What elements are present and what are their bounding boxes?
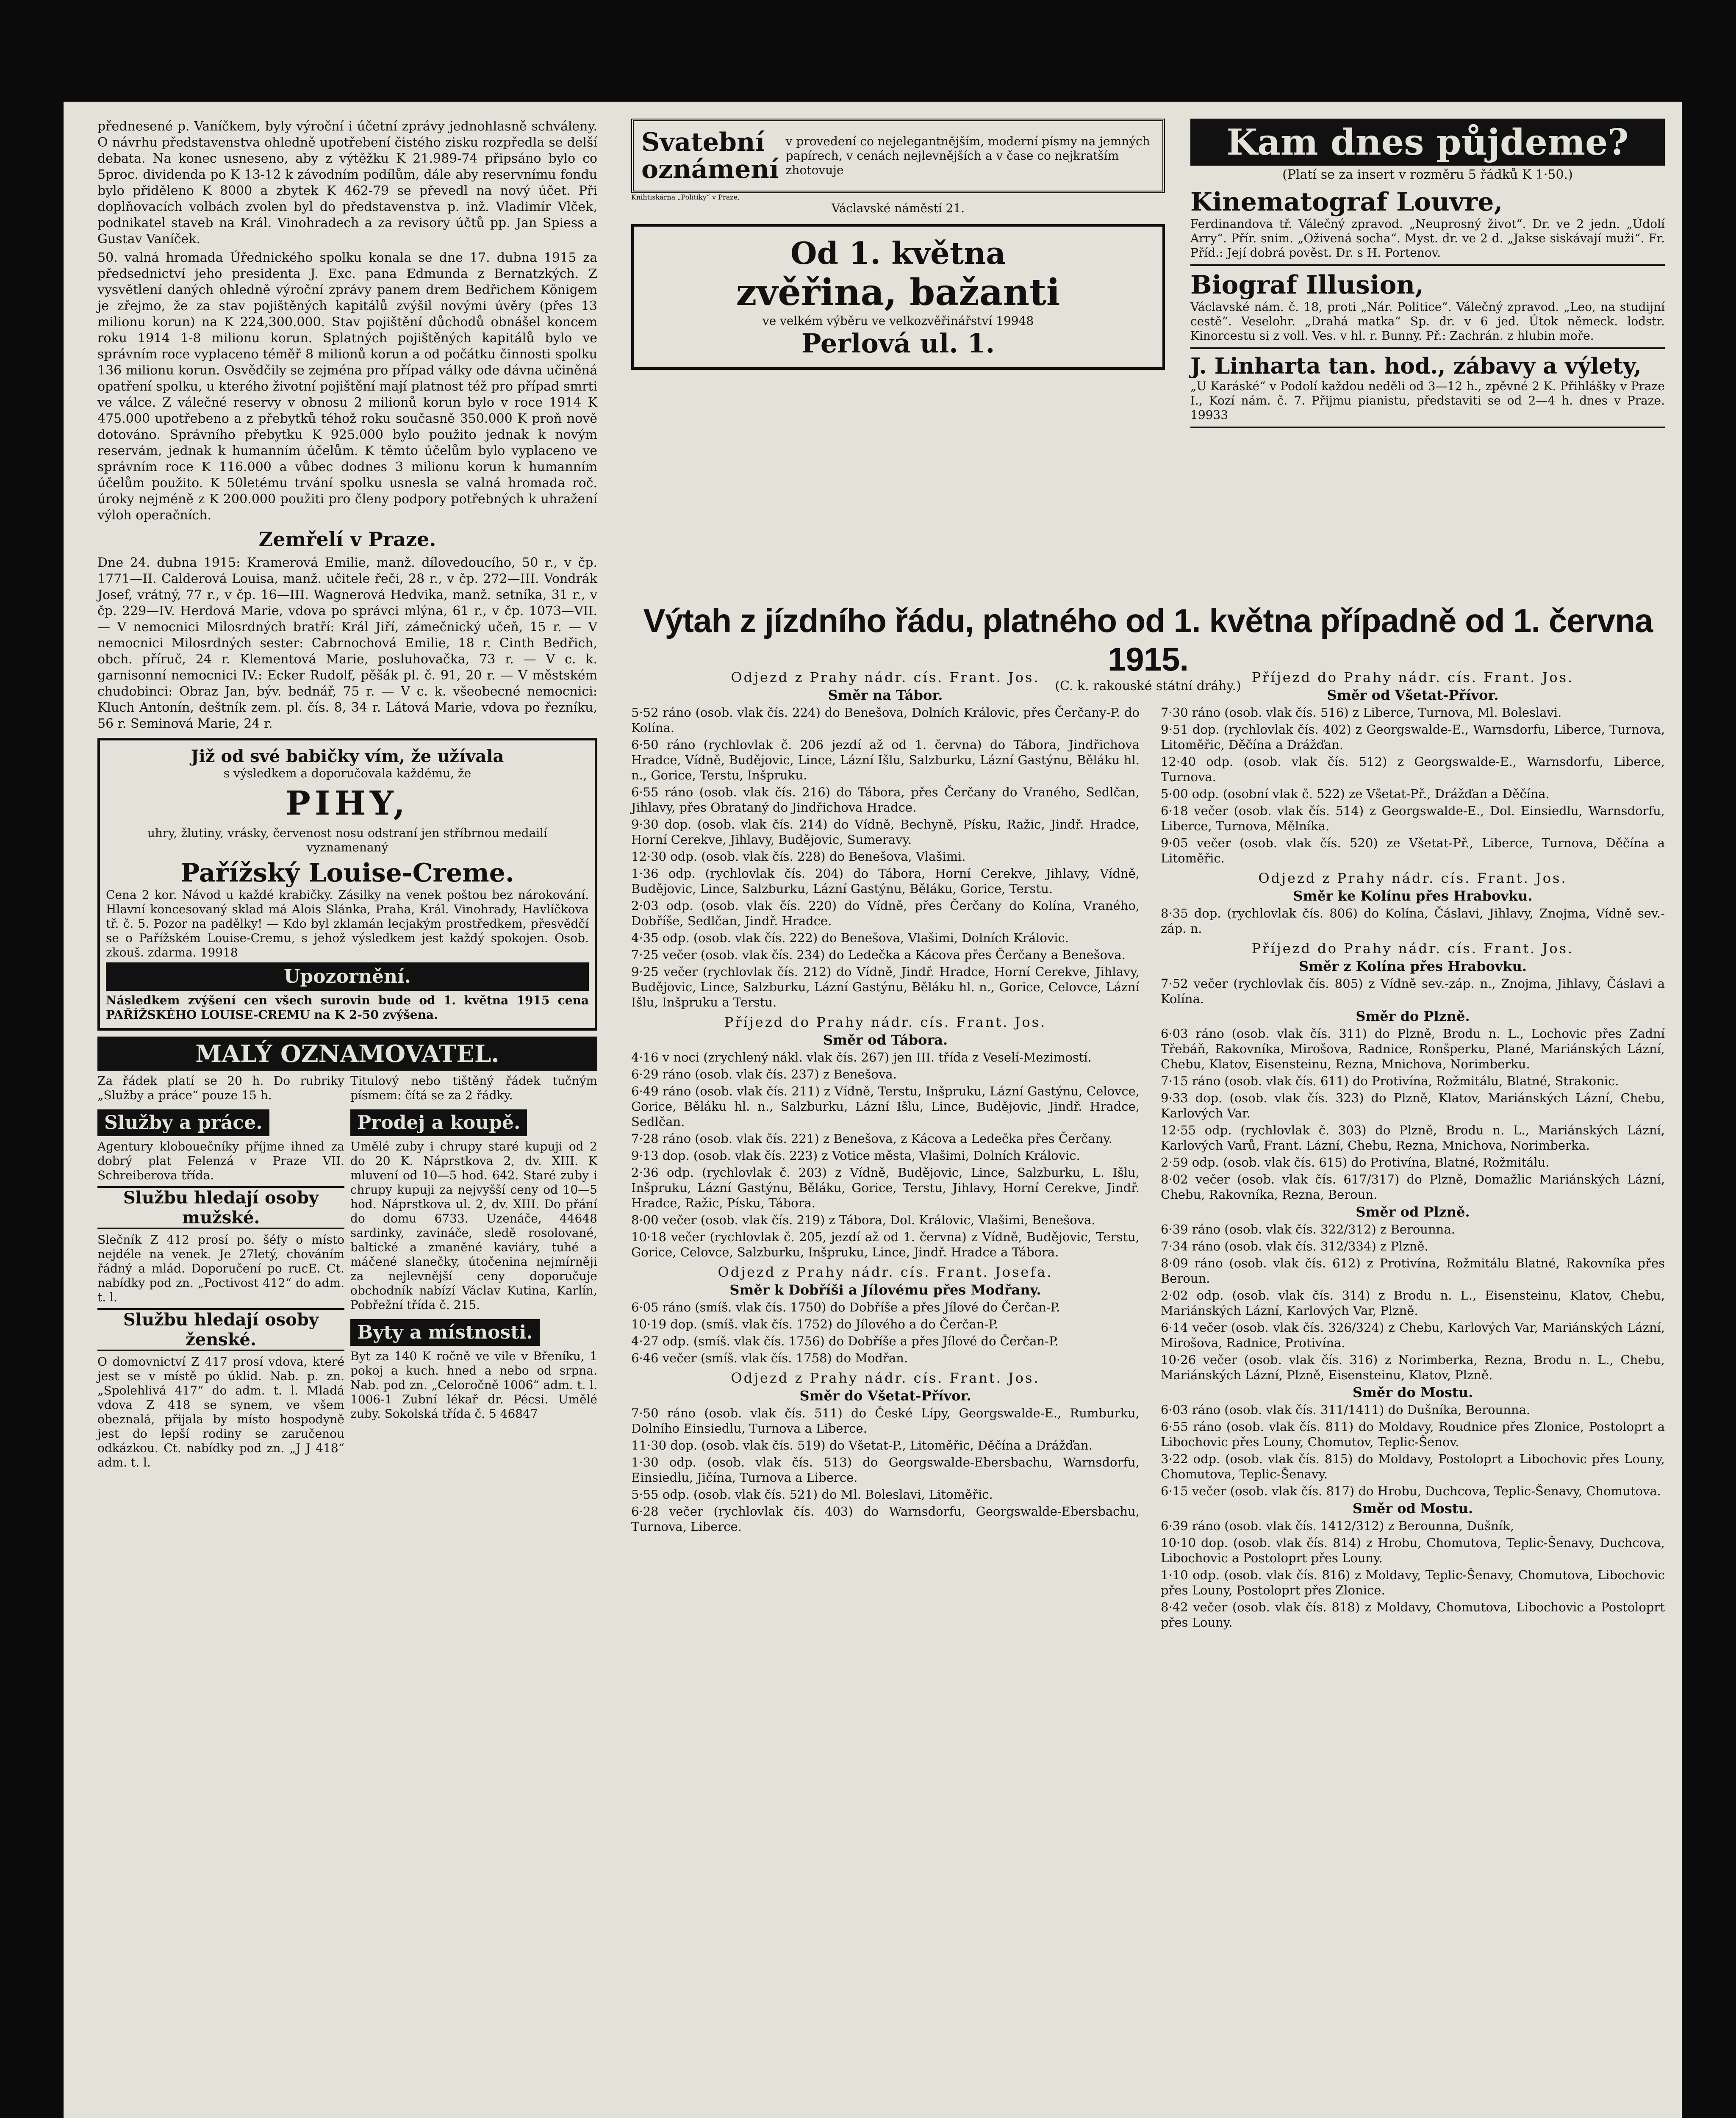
timetable-entry: 11·30 dop. (osob. vlak čís. 519) do Všetat-P., Litoměřic, Děčína a Drážďan. xyxy=(631,1438,1093,1453)
timetable-entry: 6·46 večer (smíš. vlak čís. 1758) do Modřan. xyxy=(631,1351,908,1365)
timetable-direction: Směr od Plzně. xyxy=(1356,1204,1470,1220)
timetable-section-head: Odjezd z Prahy nádr. cís. Frant. Jos. xyxy=(731,669,1040,685)
timetable-entry: 3·22 odp. (osob. vlak čís. 815) do Moldavy, Postoloprt a Libochovic přes Louny, Chomutova, Teplic-Šenavy. xyxy=(1161,1452,1665,1481)
timetable-entry: 2·03 odp. (osob. vlak čís. 220) do Vídně, přes Čerčany do Kolína, Vraného, Dobříše, Sedlčan, Jindř. Hradce. xyxy=(631,898,1140,928)
sluzby-body: Agentury klobouečníky příjme ihned za dobrý plat Felenzá v Praze VII. Schreiberova třída. xyxy=(97,1139,344,1182)
column-left xyxy=(97,119,597,1473)
timetable-entry: 5·00 odp. (osobní vlak č. 522) ze Všetat-Př., Drážďan a Děčína. xyxy=(1161,787,1550,801)
timetable-right-column xyxy=(1161,665,1665,1632)
timetable-section-head: Odjezd z Prahy nádr. cís. Frant. Jos. xyxy=(1258,870,1567,886)
pihy-ad-line2: s výsledkem a doporučovala každému, že xyxy=(223,766,471,780)
kam-title: Kam dnes půjdeme? xyxy=(1190,119,1665,166)
timetable-entry: 7·15 ráno (osob. vlak čís. 611) do Protivína, Rožmitálu, Blatné, Strakonic. xyxy=(1161,1074,1619,1088)
classifieds-col-b xyxy=(350,1106,597,1473)
timetable-entry: 4·16 v noci (zrychlený nákl. vlak čís. 267) jen III. třída z Veselí-Mezimostí. xyxy=(631,1050,1092,1065)
timetable-direction: Směr ke Kolínu přes Hrabovku. xyxy=(1293,888,1533,904)
timetable-direction: Směr od Tábora. xyxy=(823,1032,948,1048)
timetable-direction: Směr z Kolína přes Hrabovku. xyxy=(1298,958,1527,974)
timetable-entry: 6·03 ráno (osob. vlak čís. 311/1411) do Dušníka, Berounna. xyxy=(1161,1403,1531,1417)
linhart-body: „U Karáské“ v Podolí každou neděli od 3—12 h., zpěvné 2 K. Přihlášky v Praze I., Kozí nám. č. 7. Přijmu pianistu, představiti se od 2—4 h. dnes v Praze. 19933 xyxy=(1190,379,1665,428)
classifieds-terms-left: Za řádek platí se 20 h. Do rubriky „Služby a práce“ pouze 15 h. xyxy=(97,1074,344,1102)
timetable-direction: Směr od Všetat-Přívor. xyxy=(1327,687,1499,703)
timetable-entry: 12·30 odp. (osob. vlak čís. 228) do Benešova, Vlašimi. xyxy=(631,849,966,864)
column-middle xyxy=(631,119,1165,370)
game-ad-address: Perlová ul. 1. xyxy=(801,328,995,359)
pihy-ad-notice-body: Následkem zvýšení cen všech surovin bude od 1. května 1915 cena PAŘÍŽSKÉHO LOUISE-CREMU na K 2-50 zvýšena. xyxy=(106,993,589,1022)
game-ad-from: Od 1. května xyxy=(790,235,1006,271)
timetable-left-column xyxy=(631,665,1140,1536)
timetable-entry: 6·39 ráno (osob. vlak čís. 1412/312) z Berounna, Dušník, xyxy=(1161,1519,1514,1533)
classifieds-terms-right: Titulový nebo tištěný řádek tučným písmem: čítá se za 2 řádky. xyxy=(350,1074,597,1102)
tag-sluzby: Služby a práce. xyxy=(97,1109,269,1136)
timetable-entry: 1·36 odp. (rychlovlak čís. 204) do Tábora, Horní Cerekve, Jihlavy, Vídně, Budějovic, Lince, Salzburku, Lázní Gastýnu, Běláku, Gorice, Terstu. xyxy=(631,866,1140,896)
pihy-ad-big: PIHY, xyxy=(286,784,409,823)
timetable-entry: 9·33 dop. (osob. vlak čís. 323) do Plzně, Klatov, Mariánských Lázní, Chebu, Karlových Var. xyxy=(1161,1091,1665,1120)
pihy-ad-brand: Pařížský Louise-Creme. xyxy=(180,858,514,888)
timetable-entry: 6·29 ráno (osob. vlak čís. 237) z Benešova. xyxy=(631,1067,897,1081)
timetable-entry: 6·50 ráno (rychlovlak č. 206 jezdí až od 1. června) do Tábora, Jindřichova Hradce, Vídně, Budějovic, Lince, Lázní Išlu, Salzburku, Lázní Gastýnu, Běláku hl. n., Gorice, Terstu, Inšpruku. xyxy=(631,737,1140,782)
pihy-ad-body: Cena 2 kor. Návod u každé krabičky. Zásilky na venek poštou bez nárokování. Hlavní koncesovaný sklad má Alois Slánka, Praha, Král. Vinohrady, Havlíčkova tř. č. 5. Pozor na padělky! — Kdo byl zklamán lecjakým prostředkem, přesvědčí se o Pařížském Louise-Cremu, s jehož výsledkem jest každý spokojen. Osob. zkouš. zdarma. 19918 xyxy=(106,888,589,959)
timetable-entry: 7·28 ráno (osob. vlak čís. 221) z Benešova, z Kácova a Ledečka přes Čerčany. xyxy=(631,1131,1113,1146)
timetable-entry: 1·30 odp. (osob. vlak čís. 513) do Georgswalde-Ebersbachu, Warnsdorfu, Einsiedlu, Jičína, Turnova a Liberce. xyxy=(631,1455,1140,1485)
classifieds-title: MALÝ OZNAMOVATEL. xyxy=(97,1037,597,1071)
kam-note: (Platí se za insert v rozměru 5 řádků K 1·50.) xyxy=(1282,167,1573,182)
louvre-body: Ferdinandova tř. Válečný zpravod. „Neuprosný život“. Dr. ve 2 jedn. „Údolí Arry“. Přír. snim. „Oživená socha“. Myst. dr. ve 2 d. „Jakse siskávají muži“. Fr. Příd.: Její dobrá pověst. Dr. s H. Portenov. xyxy=(1190,217,1665,266)
timetable-title: Výtah z jízdního řádu, platného od 1. května případně od 1. června 1915. xyxy=(643,602,1653,678)
wedding-ad-printer: Knihtiskárna „Politiky“ v Praze, xyxy=(631,193,740,201)
timetable-entry: 8·35 dop. (rychlovlak čís. 806) do Kolína, Čáslavi, Jihlavy, Znojma, Vídně sev.-záp. n. xyxy=(1161,906,1665,936)
timetable-entry: 6·55 ráno (osob. vlak čís. 811) do Moldavy, Roudnice přes Zlonice, Postoloprt a Libochovic přes Louny, Chomutov, Teplic-Šenov. xyxy=(1161,1419,1665,1449)
timetable-entry: 10·26 večer (osob. vlak čís. 316) z Norimberka, Rezna, Brodu n. L., Chebu, Mariánských Lázní, Plzně, Eisensteinu, Klatov, Plzně. xyxy=(1161,1353,1665,1382)
timetable-entry: 7·25 večer (osob. vlak čís. 234) do Ledečka a Kácova přes Čerčany a Benešova. xyxy=(631,948,1126,962)
hledaji-zenske-body: O domovnictví Z 417 prosí vdova, které jest se v místě po úklid. Nab. p. zn. „Spolehlivá 417“ do adm. t. l. Mladá vdova Z 418 se synem, ve všem obeznalá, přijala by místo hospodyně jest do lepší rodiny se zaručenou odkázkou. Ct. nabídky pod zn. „J J 418“ adm. t. l. xyxy=(97,1355,344,1469)
pihy-ad-line1: Již od své babičky vím, že užívala xyxy=(191,746,504,766)
byty-body: Byt za 140 K ročně ve vile v Břeníku, 1 pokoj a kuch. hned a nebo od srpna. Nab. pod zn. „Celoročně 1006“ adm. t. l. 1006-1 Zubní lékař dr. Pécsi. Umělé zuby. Sokolská třída č. 5 46847 xyxy=(350,1349,597,1421)
timetable-entry: 6·55 ráno (osob. vlak čís. 216) do Tábora, přes Čerčany do Vraného, Sedlčan, Jihlavy, přes Obrataný do Jindřichova Hradce. xyxy=(631,785,1140,815)
timetable-direction: Směr do Plzně. xyxy=(1356,1008,1470,1024)
timetable-entry: 4·35 odp. (osob. vlak čís. 222) do Benešova, Vlašimi, Dolních Královic. xyxy=(631,931,1069,945)
hledaji-zenske-heading: Službu hledají osoby ženské. xyxy=(97,1308,344,1351)
wedding-ad-title-2: oznámení xyxy=(641,155,779,184)
louvre-title: Kinematograf Louvre, xyxy=(1190,187,1503,217)
wedding-ad-address: Václavské náměstí 21. xyxy=(831,201,965,215)
timetable-direction: Směr k Dobříši a Jílovému přes Modřany. xyxy=(729,1282,1041,1298)
column-right xyxy=(1190,119,1665,432)
timetable-entry: 6·18 večer (osob. vlak čís. 514) z Georgswalde-E., Dol. Einsiedlu, Warnsdorfu, Liberce, Turnova, Mělníka. xyxy=(1161,804,1665,833)
timetable-entry: 1·10 odp. (osob. vlak čís. 816) z Moldavy, Teplic-Šenavy, Chomutova, Libochovic přes Louny, Postoloprt přes Zlonice. xyxy=(1161,1568,1665,1597)
timetable-entry: 4·27 odp. (smíš. vlak čís. 1756) do Dobříše a přes Jílové do Čerčan-P. xyxy=(631,1334,1059,1348)
classifieds-col-a xyxy=(97,1106,344,1473)
timetable-entry: 5·55 odp. (osob. vlak čís. 521) do Ml. Boleslavi, Litoměřic. xyxy=(631,1487,993,1502)
wedding-ad-title-1: Svatební xyxy=(641,128,765,157)
timetable-entry: 6·14 večer (osob. vlak čís. 326/324) z Chebu, Karlových Var, Mariánských Lázní, Mirošova, Radnice, Protivína. xyxy=(1161,1320,1665,1350)
prodej-body: Umělé zuby i chrupy staré kupuji od 2 do 20 K. Náprstkova 2, dv. XIII. K mluvení od 10—5 hod. 642. Staré zuby i chrupy kupuji za nejvyšší ceny od 10—5 hod. Náprstkova ul. 2, dv. XIII. Do přání do domu 6733. Uzenáče, 44648 sardinky, zavináče, sledě rosolované, baltické a zmaněné kaviáry, tuhé a máčené slanečky, útočenina nejmírněji za nejlevnější ceny doporučuje obchodník nabízí Václav Kutina, Karlín, Pobřežní třída č. 215. xyxy=(350,1139,597,1312)
tag-byty: Byty a místnosti. xyxy=(350,1319,540,1346)
timetable-entry: 8·42 večer (osob. vlak čís. 818) z Moldavy, Chomutova, Libochovic a Postoloprt přes Louny. xyxy=(1161,1600,1665,1630)
illusion-body: Václavské nám. č. 18, proti „Nár. Politice“. Válečný zpravod. „Leo, na studijní cestě“. Veselohr. „Drahá matka“ Sp. dr. v 6 jed. Útok německ. lodstr. Kinorcestu si z voll. Ves. v hl. r. Bunny. Př.: Zachrán. z hlubin moře. xyxy=(1190,300,1665,349)
timetable-entry: 9·13 dop. (osob. vlak čís. 223) z Votice města, Vlašimi, Dolních Královic. xyxy=(631,1148,1080,1163)
timetable-entry: 9·05 večer (osob. vlak čís. 520) ze Všetat-Př., Liberce, Turnova, Děčína a Litoměřic. xyxy=(1161,836,1665,865)
newspaper-page xyxy=(64,102,1682,2118)
pihy-ad-text: uhry, žlutiny, vrásky, červenost nosu odstraní jen stříbrnou medailí vyznamenaný xyxy=(147,826,548,854)
timetable-section-head: Odjezd z Prahy nádr. cís. Frant. Jos. xyxy=(731,1370,1040,1386)
meeting-report: 50. valná hromada Úřednického spolku konala se dne 17. dubna 1915 za předsednictví jeho presidenta J. Exc. pana Edmunda z Bernatzkých. Z vysvětlení daných ohledně výroční zprávy panem drem Bedřichem Königem je zřejmo, že za stav pojištěných kapitálů zvýšil novými úvěry (přes 13 milionu korun) na K 224,300.000. Stav pojištění důchodů obnášel koncem roku 1914 1-8 milionu korun. Splatných pojištěných kapitálů bylo ve správním roce vyplaceno téměř 8 milionů korun a od počátku činnosti spolku 136 milionu korun. Osvědčily se zejména pro případ války ode dávna učiněná opatření spolku, u kterého životní pojištění mají platnost též pro případ smrti ve válce. Z válečné reservy v obnosu 2 milionů korun bylo v roce 1914 K 475.000 upotřebeno a z přebytků téhož roku současně 350.000 K proň nově dotováno. Správního přebytku K 925.000 bylo použito jednak k novým reservám, jednak k humanním účelům. K těmto účelům bylo vyplaceno ve správním roce K 116.000 a vůbec dodnes 3 milionu korun k humanním účelům použito. K 50letému trvání spolku usnesla se valná hromada roč. úroky nejméně z K 200.000 použiti pro členy podpory potřebných k uhražení výloh operačních. xyxy=(97,250,597,523)
game-ad xyxy=(631,224,1165,370)
timetable-section-head: Odjezd z Prahy nádr. cís. Frant. Josefa. xyxy=(718,1264,1053,1280)
timetable-direction: Směr na Tábor. xyxy=(828,687,943,703)
timetable-entry: 6·49 ráno (osob. vlak čís. 211) z Vídně, Terstu, Inšpruku, Lázní Gastýnu, Celovce, Gorice, Běláku hl. n., Salzburku, Lázní Išlu, Lince, Budějovic, Jindř. Hradce, Sedlčan. xyxy=(631,1084,1140,1129)
pihy-ad xyxy=(97,738,597,1031)
deaths-heading: Zemřelí v Praze. xyxy=(258,528,436,551)
timetable-entry: 8·00 večer (osob. vlak čís. 219) z Tábora, Dol. Královic, Vlašimi, Benešova. xyxy=(631,1213,1095,1227)
hledaji-muzske-body: Slečník Z 412 prosí po. šéfy o místo nejdéle na venek. Je 27letý, chováním řádný a mlád. Doporučení po rucE. Ct. nabídky pod zn. „Poctivost 412“ do adm. t. l. xyxy=(97,1233,344,1304)
timetable-entry: 2·02 odp. (osob. vlak čís. 314) z Brodu n. L., Eisensteinu, Klatov, Chebu, Mariánských Lázní, Karlových Var, Plzně. xyxy=(1161,1288,1665,1318)
hledaji-muzske-heading: Službu hledají osoby mužské. xyxy=(97,1186,344,1229)
game-ad-sub: ve velkém výběru ve velkozvěřinářství 19948 xyxy=(762,314,1034,328)
game-ad-big: zvěřina, bažanti xyxy=(736,271,1060,314)
timetable-entry: 6·05 ráno (smíš. vlak čís. 1750) do Dobříše a přes Jílové do Čerčan-P. xyxy=(631,1300,1060,1314)
pihy-ad-notice: Upozornění. xyxy=(106,962,589,991)
wedding-ad-desc: v provedení co nejelegantnějším, moderní písmy na jemných papírech, v cenách nejlevnějších a v čase co nejkratším zhotovuje xyxy=(785,134,1150,177)
deaths-list: Dne 24. dubna 1915: Kramerová Emilie, manž. dílovedoucího, 50 r., v čp. 1771—II. Calderová Louisa, manž. učitele řeči, 28 r., v čp. 272—III. Vondrák Josef, vrátný, 77 r., v čp. 16—III. Wagnerová Hedvika, manž. setníka, 31 r., v čp. 229—IV. Herdová Marie, vdova po správci mlýna, 61 r., v čp. 1073—VII. — V nemocnici Milosrdných bratří: Král Jiří, zámečnický učeň, 15 r. — V nemocnici Milosrdných sester: Cabrnochová Emilie, 18 r. Cinth Bedřich, obch. příruč, 24 r. Klementová Marie, posluhovačka, 73 r. — V c. k. garnisonní nemocnici IV.: Ecker Rudolf, pěšák pl. č. 91, 20 r. — V městském chudobinci: Obraz Jan, býv. bednář, 75 r. — V c. k. všeobecné nemocnici: Kluch Antonín, deštník zem. pl. čís. 8, 34 r. Látová Marie, vdova po řezníku, 56 r. Seminová Marie, 24 r. xyxy=(97,555,597,731)
timetable-subtitle: (C. k. rakouské státní dráhy.) xyxy=(1055,679,1241,693)
timetable-entry: 6·39 ráno (osob. vlak čís. 322/312) z Berounna. xyxy=(1161,1222,1455,1236)
wedding-ad-title xyxy=(641,129,779,183)
timetable-entry: 7·50 ráno (osob. vlak čís. 511) do České Lípy, Georgswalde-E., Rumburku, Dolního Einsiedlu, Turnova a Liberce. xyxy=(631,1406,1140,1436)
timetable-entry: 9·25 večer (rychlovlak čís. 212) do Vídně, Jindř. Hradce, Horní Cerekve, Jihlavy, Budějovic, Lince, Salzburku, Lázní Gastýnu, Běláku hl. n., Gorice, Celovce, Lázní Išlu, Inšpruku a Terstu. xyxy=(631,965,1140,1009)
illusion-title: Biograf Illusion, xyxy=(1190,270,1424,300)
timetable-section-head: Příjezd do Prahy nádr. cís. Frant. Jos. xyxy=(1251,940,1574,956)
timetable-entry: 2·36 odp. (rychlovlak č. 203) z Vídně, Budějovic, Lince, Salzburku, L. Išlu, Inšpruku, Lázní Gastýnu, Běláku, Gorice, Terstu, Jihlavy, Horní Cerekve, Jindř. Hradce, Ražic, Písku, Tábora. xyxy=(631,1165,1140,1210)
timetable-entry: 6·03 ráno (osob. vlak čís. 311) do Plzně, Brodu n. L., Lochovic přes Zadní Třebáň, Rakovníka, Mirošova, Radnice, Ronšperku, Plané, Mariánských Lázní, Chebu, Klatov, Eisensteinu, Rezna, Mnichova, Norimberku. xyxy=(1161,1026,1665,1071)
classifieds-columns xyxy=(97,1106,597,1473)
timetable-entry: 9·51 dop. (rychlovlak čís. 402) z Georgswalde-E., Warnsdorfu, Liberce, Turnova, Litoměřic, Děčína a Drážďan. xyxy=(1161,722,1665,752)
timetable-entry: 7·34 ráno (osob. vlak čís. 312/334) z Plzně. xyxy=(1161,1239,1428,1253)
timetable-entry: 7·30 ráno (osob. vlak čís. 516) z Liberce, Turnova, Ml. Boleslavi. xyxy=(1161,705,1562,720)
linhart-title: J. Linharta tan. hod., zábavy a výlety, xyxy=(1190,353,1642,379)
timetable-entry: 10·10 dop. (osob. vlak čís. 814) z Hrobu, Chomutova, Teplic-Šenavy, Duchcova, Libochovic a Postoloprt přes Louny. xyxy=(1161,1536,1665,1565)
tag-prodej: Prodej a koupě. xyxy=(350,1109,527,1136)
timetable-direction: Směr od Mostu. xyxy=(1352,1500,1473,1516)
timetable-entry: 10·19 dop. (smíš. vlak čís. 1752) do Jílového a do Čerčan-P. xyxy=(631,1317,998,1331)
wedding-ad xyxy=(631,119,1165,193)
timetable-entry: 5·52 ráno (osob. vlak čís. 224) do Benešova, Dolních Královic, přes Čerčany-P. do Kolína. xyxy=(631,705,1140,735)
timetable-entry: 7·52 večer (rychlovlak čís. 805) z Vídně sev.-záp. n., Znojma, Jihlavy, Čáslavi a Kolína. xyxy=(1161,976,1665,1006)
timetable-entry: 6·15 večer (osob. vlak čís. 817) do Hrobu, Duchcova, Teplic-Šenavy, Chomutova. xyxy=(1161,1484,1661,1498)
timetable-direction: Směr do Všetat-Přívor. xyxy=(799,1388,971,1404)
timetable-entry: 8·09 ráno (osob. vlak čís. 612) z Protivína, Rožmitálu Blatné, Rakovníka přes Beroun. xyxy=(1161,1256,1665,1286)
timetable-entry: 9·30 dop. (osob. vlak čís. 214) do Vídně, Bechyně, Písku, Ražic, Jindř. Hradce, Horní Cerekve, Jihlavy, Budějovic, Sumeravy. xyxy=(631,817,1140,847)
timetable xyxy=(631,602,1665,1630)
timetable-section-head: Příjezd do Prahy nádr. cís. Frant. Jos. xyxy=(724,1014,1047,1030)
timetable-entry: 10·18 večer (rychlovlak č. 205, jezdí až od 1. června) z Vídně, Budějovic, Terstu, Gorice, Celovce, Salzburku, Inšpruku, Lince, Jindř. Hradce a Tábora. xyxy=(631,1230,1140,1259)
classifieds-terms xyxy=(97,1074,597,1106)
timetable-entry: 12·40 odp. (osob. vlak čís. 512) z Georgswalde-E., Warnsdorfu, Liberce, Turnova. xyxy=(1161,754,1665,784)
timetable-direction: Směr do Mostu. xyxy=(1352,1384,1473,1400)
timetable-entry: 12·55 odp. (rychlovlak č. 303) do Plzně, Brodu n. L., Mariánských Lázní, Karlových Varů, Frant. Lázní, Chebu, Rezna, Mnichova, Norimberka. xyxy=(1161,1123,1665,1153)
report-intro: přednesené p. Vaníčkem, byly výroční i účetní zprávy jednohlasně schváleny. O návrhu představenstva ohledně upotřebení čistého zisku rozpředla se delší debata. Na konec usneseno, aby z výtěžku K 21.989-74 připsáno bylo co 5proc. dividenda po K 13-12 k závodním podílům, dále aby reservnímu fondu bylo přiděleno K 8000 a zbytek K 462-79 se převedl na nový účet. Při doplňovacích volbách zvolen byl do představenstva p. inž. Vladimír Vlček, podnikatel staveb na Král. Vinohradech a za revisory účtů pp. Jan Spiess a Gustav Vaníček. xyxy=(97,119,597,247)
timetable-section-head: Příjezd do Prahy nádr. cís. Frant. Jos. xyxy=(1251,669,1574,685)
timetable-entry: 6·28 večer (rychlovlak čís. 403) do Warnsdorfu, Georgswalde-Ebersbachu, Turnova, Liberce. xyxy=(631,1504,1140,1534)
timetable-entry: 2·59 odp. (osob. vlak čís. 615) do Protivína, Blatné, Rožmitálu. xyxy=(1161,1155,1550,1170)
timetable-entry: 8·02 večer (osob. vlak čís. 617/317) do Plzně, Domažlic Mariánských Lázní, Chebu, Rakovníka, Rezna, Beroun. xyxy=(1161,1172,1665,1202)
